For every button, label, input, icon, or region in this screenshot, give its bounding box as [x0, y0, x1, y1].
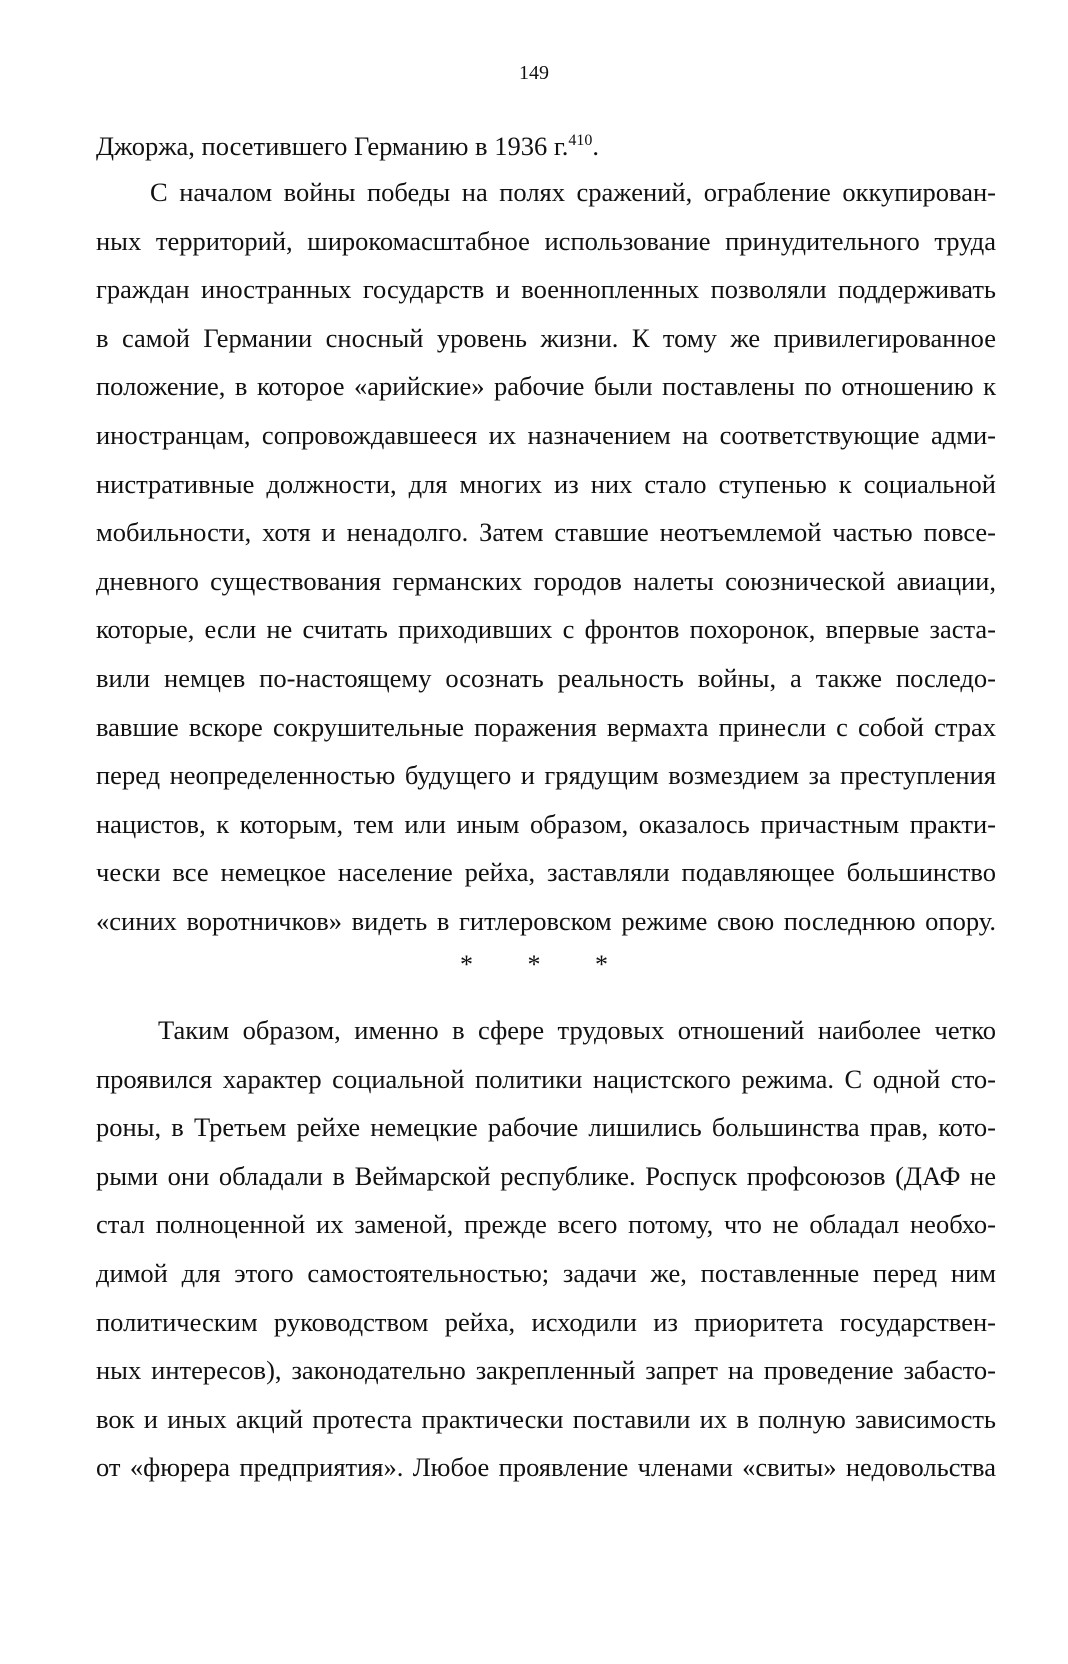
text-line: мобильности, хотя и ненадолго. Затем ставшие неотъемлемой частью повсе-	[96, 517, 996, 548]
text-line	[96, 122, 996, 171]
text-line: политическим руководством рейха, исходили из приоритета государствен-	[96, 1306, 996, 1337]
text-line: Таким образом, именно в сфере трудовых отношений наиболее четко	[158, 1015, 996, 1045]
text-line: чески все немецкое население рейха, заставляли подавляющее большинство	[96, 857, 996, 888]
text-line: стал полноценной их заменой, прежде всего потому, что не обладал необхо-	[96, 1209, 996, 1240]
text-line: положение, в которое «арийские» рабочие были поставлены по отношению к	[96, 371, 996, 402]
text-line: рыми они обладали в Веймарской республике. Роспуск профсоюзов (ДАФ не	[96, 1160, 996, 1191]
text-line: дневного существования германских городов налеты союзнической авиации,	[96, 565, 996, 596]
text-line: ных интересов), законодательно закрепленный запрет на проведение забасто-	[96, 1355, 996, 1386]
continuation-text: Джоржа, посетившего Германию в 1936 г.	[96, 131, 569, 161]
text-line: нацистов, к которым, тем или иным образом, оказалось причастным практи-	[96, 808, 996, 839]
page-number: 149	[519, 62, 549, 84]
text-line: вавшие вскоре сокрушительные поражения вермахта принесли с собой страх	[96, 711, 996, 742]
footnote-marker: 410	[568, 132, 593, 149]
paragraph-2	[96, 1006, 996, 1492]
text-line: С началом войны победы на полях сражений, ограбление оккупирован-	[150, 177, 996, 207]
continuation-tail: .	[592, 131, 599, 161]
text-line: граждан иностранных государств и военнопленных позволяли поддерживать	[96, 274, 996, 305]
text-line: перед неопределенностью будущего и грядущим возмездием за преступления	[96, 760, 996, 791]
text-line: нистративные должности, для многих из них стало ступенью к социальной	[96, 468, 996, 499]
text-line: в самой Германии сносный уровень жизни. К тому же привилегированное	[96, 322, 996, 353]
text-line: димой для этого самостоятельностью; задачи же, поставленные перед ним	[96, 1257, 996, 1288]
text-line: ных территорий, широкомасштабное использование принудительного труда	[96, 225, 996, 256]
text-line: проявился характер социальной политики нацистского режима. С одной сто-	[96, 1063, 996, 1094]
text-line: вок и иных акций протеста практически поставили их в полную зависимость	[96, 1403, 996, 1434]
text-line: от «фюрера предприятия». Любое проявление членами «свиты» недовольства	[96, 1452, 996, 1483]
paragraph-1	[96, 168, 996, 946]
continuation-line	[96, 122, 996, 171]
text-line: «синих воротничков» видеть в гитлеровском режиме свою последнюю опору.	[96, 905, 996, 936]
text-line: которые, если не считать приходивших с фронтов похоронок, впервые заста-	[96, 614, 996, 645]
text-line: роны, в Третьем рейхе немецкие рабочие лишились большинства прав, кото-	[96, 1112, 996, 1143]
text-line: вили немцев по-настоящему осознать реальность войны, а также последо-	[96, 662, 996, 693]
section-separator: * * *	[460, 950, 608, 979]
text-line: иностранцам, сопровождавшееся их назначением на соответствующие адми-	[96, 419, 996, 450]
